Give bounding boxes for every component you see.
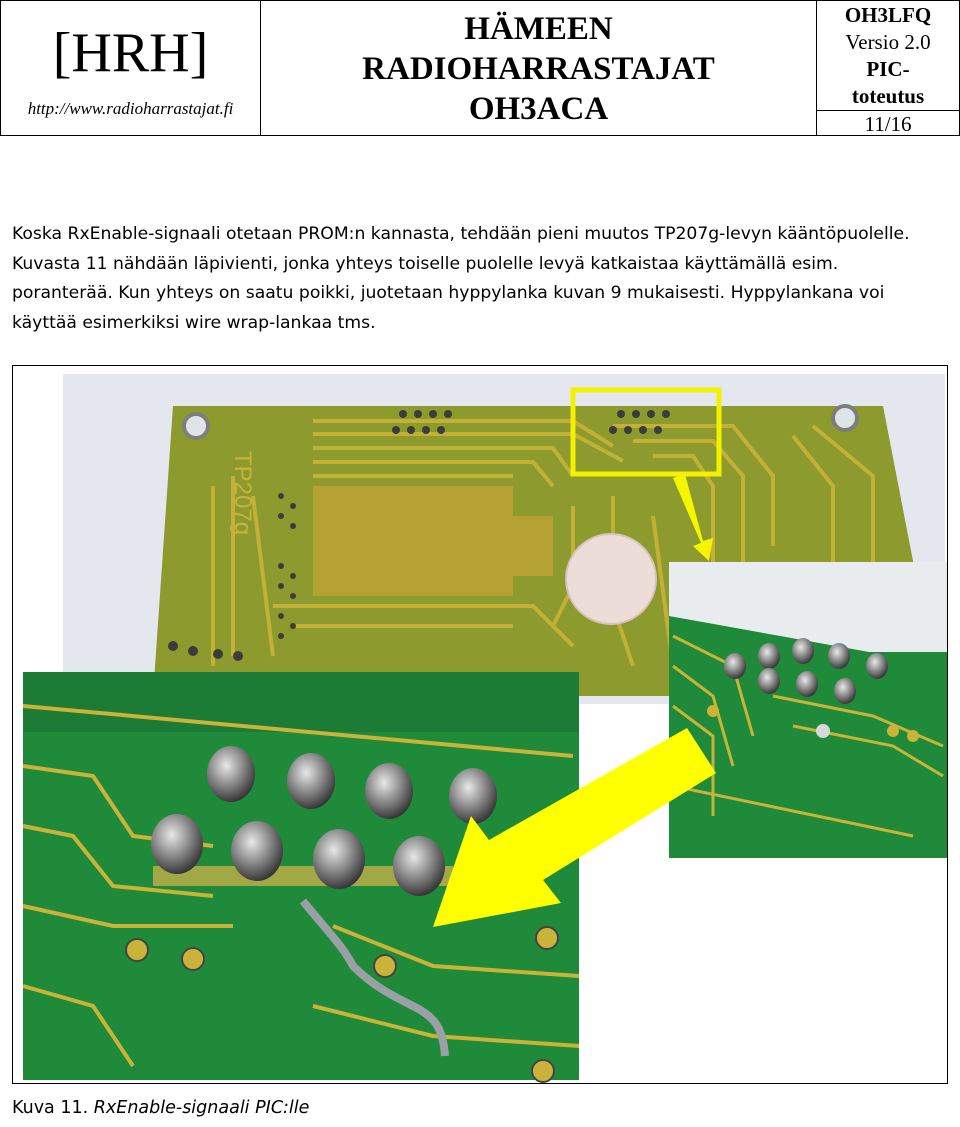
figure-frame [12, 365, 948, 1084]
club-url: http://www.radioharrastajat.fi [27, 99, 234, 118]
club-title-line-1: HÄMEEN [464, 11, 613, 47]
inset-photo-right [669, 562, 947, 858]
club-title-line-2: RADIOHARRASTAJAT [362, 51, 715, 87]
club-logo: [HRH] [52, 22, 209, 84]
document-title-line-1: PIC- [866, 57, 910, 81]
club-title-cell [261, 1, 817, 135]
document-title-line-2: toteutus [851, 84, 925, 108]
board-marking: TP207g [229, 451, 256, 536]
page-number: 11/16 [864, 112, 912, 136]
club-title-line-3: OH3ACA [468, 91, 609, 127]
intro-paragraph: Koska RxEnable-signaali otetaan PROM:n kannasta, tehdään pieni muutos TP207g-levyn kääntöpuolelle. Kuvasta 11 nähdään läpivienti, jonka yhteys toiselle puolelle levyä katkaistaa käyttämällä esim. poranterää. Kun yhteys on saatu poikki, juotetaan hyppylanka kuvan 9 mukaisesti. Hyppylankana voi käyttää esimerkiksi wire wrap-lankaa tms. [12, 224, 910, 333]
caption-text: RxEnable-signaali PIC:lle [93, 1098, 310, 1118]
page-header [0, 0, 960, 136]
document-meta-cell [817, 1, 959, 135]
pcb-photo-collage [13, 366, 947, 1083]
club-logo-cell [1, 1, 261, 135]
document-version: Versio 2.0 [845, 30, 931, 54]
author-callsign: OH3LFQ [844, 3, 932, 27]
figure-caption [12, 1098, 309, 1118]
drilled-spot-marker [566, 534, 656, 624]
mounting-hole [833, 406, 857, 430]
caption-label: Kuva 11. [12, 1098, 89, 1118]
mounting-hole [184, 414, 208, 438]
